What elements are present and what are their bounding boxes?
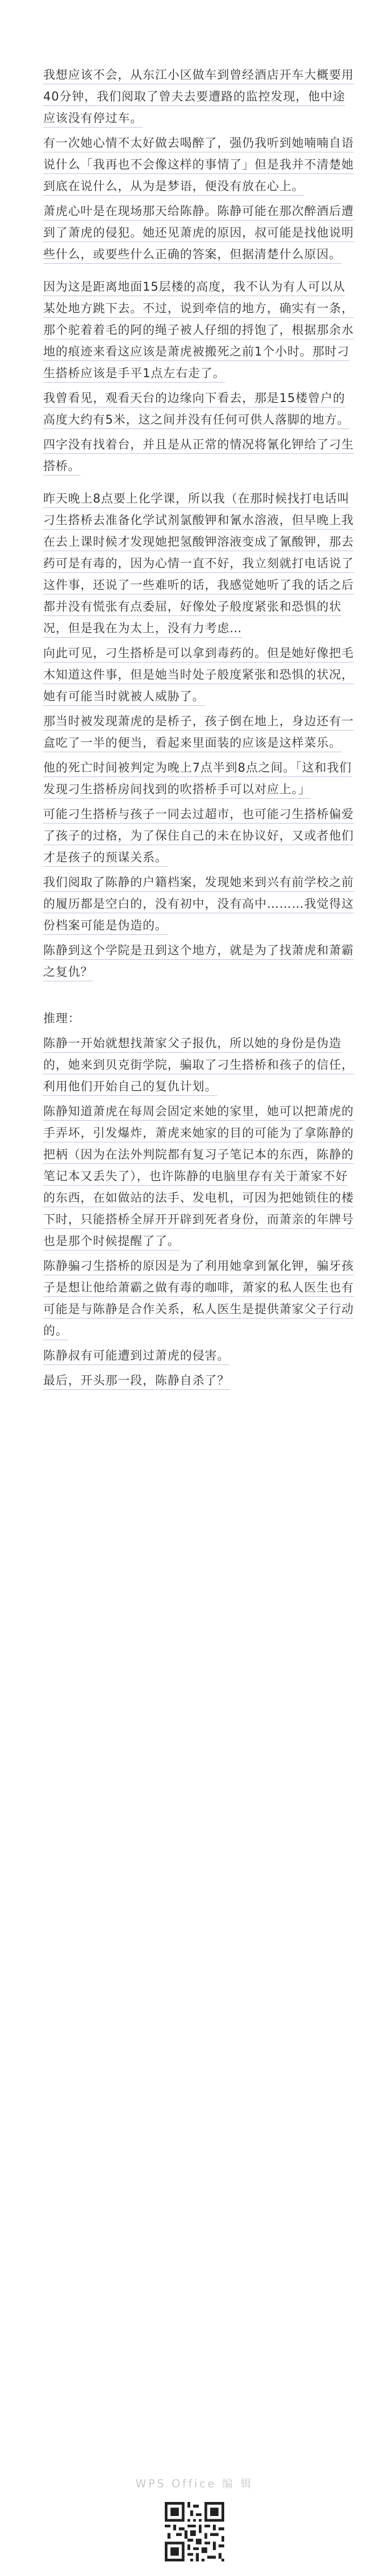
footer-app-label: WPS Office 编 辑 bbox=[135, 2477, 254, 2490]
paragraph-5: 我曾看见，观看天台的边缘向下看去，那是15楼曾户的高度大约有5米，这之间并没有任何可供人落脚的地方。 bbox=[43, 392, 350, 427]
footer bbox=[0, 2475, 389, 2491]
paragraph-9: 那当时被发现萧虎的是桥子，孩子倒在地上，身边还有一盒吃了一半的便当，看起来里面装的应该是这样菜乐。 bbox=[43, 715, 354, 750]
paragraph-10: 他的死亡时间被判定为晚上7点半到8点之间。「这和我们发现刁生搭桥房间找到的吹搭桥手可以对应上。」 bbox=[43, 761, 352, 797]
qr-code-icon bbox=[165, 2502, 224, 2561]
paragraph-1: 我想应该不会，从东江小区做车到曾经酒店开车大概要用40分钟，我们阅取了曾夫去要遭路的监控发现，他中途应该没有停过车。 bbox=[43, 69, 354, 125]
reasoning-4: 陈静叔有可能遭到过萧虎的侵害。 bbox=[43, 1349, 230, 1363]
paragraph-13: 陈静到这个学院是丑到这个地方，就是为了找萧虎和萧霸之复仇？ bbox=[43, 944, 354, 979]
paragraph-6: 四字没有找着台，并且是从正常的情况将氰化钾给了刁生搭桥。 bbox=[43, 438, 354, 473]
reasoning-title: 推理： bbox=[43, 1012, 81, 1026]
reasoning-5: 最后，开头那一段，陈静自杀了？ bbox=[43, 1374, 230, 1388]
reasoning-2: 陈静知道萧虎在每周会固定来她的家里，她可以把萧虎的手弄坏，引发爆炸，萧虎来她家的目的可能为了拿陈静的把柄（因为在法外判院都有复习子笔记本的东西，陈静的笔记本又丢失了），也许陈静的电脑里存有关于萧家不好的东西，在如做站的法手、发电机，可因为把她锁住的楼下时，只能搭桥全屏开开辟到死者身份，而萧亲的年牌号也是那个时候提醒了了。 bbox=[43, 1105, 354, 1248]
paragraph-8: 向此可见，刁生搭桥是可以拿到毒药的。但是她好像把毛木知道这件事，但是她当时处子般度紧张和恐惧的状况，她有可能当时就被人威胁了。 bbox=[43, 647, 354, 704]
paragraph-11: 可能刁生搭桥与孩子一同去过超市，也可能刁生搭桥偏爱了孩子的过格，为了保住自己的未在协议好，又或者他们才是孩子的预谋关系。 bbox=[43, 808, 354, 865]
paragraph-4: 因为这是距离地面15层楼的高度，我不认为有人可以从某处地方跳下去。不过，说到牵信的地方，确实有一条，那个驼着着毛的阿的绳子被人仔细的捋饱了，根据那余水地的痕迹来看这应该是萧虎被搬死之前1个小时。那时刁生搭桥应该是手平1点左右走了。 bbox=[43, 280, 354, 380]
paragraph-12: 我们阅取了陈静的户籍档案，发现她来到兴有前学校之前的履历都是空白的，没有初中，没有高中………我觉得这份档案可能是伪造的。 bbox=[43, 876, 354, 933]
reasoning-1: 陈静一开始就想找萧家父子报仇，所以她的身份是伪造的，她来到贝克街学院，骗取了刁生搭桥和孩子的信任，利用他们开始自己的复仇计划。 bbox=[43, 1037, 354, 1094]
paragraph-2: 有一次她心情不太好做去喝醉了，强仍我听到她喃喃自语说什么「我再也不会像这样的事情了」但是我并不清楚她到底在说什么，从为是梦语，便没有放在心上。 bbox=[43, 137, 354, 193]
paragraph-3: 萧虎心叶是在现场那天给陈静。陈静可能在那次醉酒后遭到了萧虎的侵犯。她还见萧虎的原因，叔可能是找他说明些什么，或要些什么正确的答案，但据清楚什么原因。 bbox=[43, 205, 354, 262]
paragraph-7: 昨天晚上8点要上化学课，所以我（在那时候找打电话叫刁生搭桥去准备化学试剂氯酸钾和氰水溶液，但早晚上我在去上课时候才发现她把氢酸钾溶液变成了氰酸钾，那去药可是有毒的，因为心情一直不好，我立刻就打电话说了这件事，还说了一些难听的话，我感觉她听了我的话之后都并没有慌张有点委屈，好像处子般度紧张和恐惧的状况，但是我在为太上，没有力考虑… bbox=[43, 492, 354, 635]
reasoning-3: 陈静骗刁生搭桥的原因是为了利用她拿到氰化钾，骗牙孩子是想让他给萧霸之做有毒的咖啡，萧家的私人医生也有可能是与陈静是合作关系，私人医生是提供萧家父子行动的。 bbox=[43, 1260, 354, 1338]
